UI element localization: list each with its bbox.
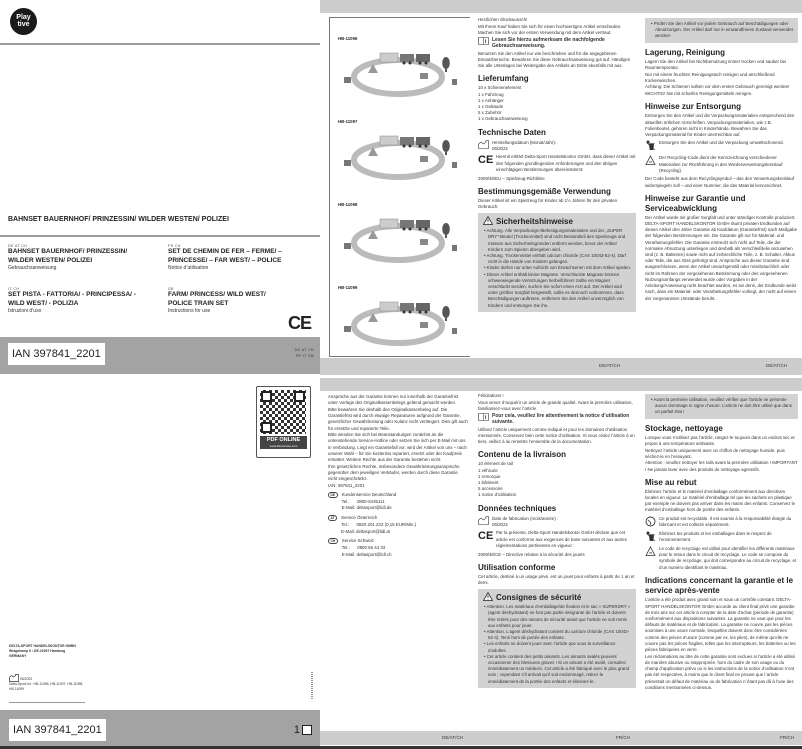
page-lang-label: DE/AT/CH xyxy=(599,363,621,368)
footer-band xyxy=(320,731,802,745)
divider xyxy=(0,235,320,237)
symbol-note xyxy=(645,155,798,174)
cover-page-top xyxy=(0,0,320,375)
contact-details xyxy=(341,515,416,535)
list-item: 1 x Anhänger xyxy=(478,97,504,103)
contact-name: Service Schweiz xyxy=(341,538,374,544)
paragraph: Bitte wenden Sie sich bei Beanstandungen zunächst an die untenstehende Service-Hotline oder setzen Sie sich per E-Mail mit uns in Verbindung. Liegt ein Garantiefall vor, wird der Artikel von uns – nach unserer Wahl – für Sie kostenlos repariert, ersetzt oder der Kaufpreis erstattet. Weitere Rechte aus der Garantie bestehen nicht. xyxy=(328,432,467,463)
section-heading: Contenu de la livraison xyxy=(478,450,567,460)
section-heading: Hinweise zur Garantie und Serviceabwicklung xyxy=(645,193,746,213)
list-item: 1 x Gebrauchsanweisung xyxy=(478,116,528,122)
column-de-2 xyxy=(645,15,798,302)
footer-band xyxy=(320,358,802,375)
section-heading: Indications concernant la garantie et le service après-vente xyxy=(645,576,794,596)
safety-item-text: Kinder dürfen nur unter Aufsicht von Erwachsenen mit dem Artikel spielen. xyxy=(486,265,631,271)
paragraph: Félicitations ! xyxy=(478,393,504,398)
country-codes: DE AT CH xyxy=(294,348,314,352)
triman-icon xyxy=(645,516,656,529)
factory-icon xyxy=(478,140,489,151)
column-fr-2 xyxy=(645,391,798,691)
cover-footer-band xyxy=(0,710,320,747)
svg-text:05: 05 xyxy=(649,160,653,165)
symbol-note xyxy=(645,546,798,571)
ian-number: IAN 397841_2201 xyxy=(8,343,105,365)
list-item: 1 x Fahrzeug xyxy=(478,91,504,97)
product-model-label: HB-11097 xyxy=(338,119,358,124)
safety-title-text: Consignes de sécurité xyxy=(496,593,582,603)
safety-item-text: Cet article contient des petits aimants. Les aimants avalés peuvent occasionner des blessures graves ! Si un aimant a été avalé, consultez immédiatement un médecin. Cet article a été fabriqué avec le plus grand soin ; cependant s’il arrivait qu’il soit endommagé, retirez-le immédiatement de la portée des enfants et éliminez-le. xyxy=(486,653,630,684)
paragraph: L’article a été produit avec grand soin et sous un contrôle constant. DELTA-SPORT HANDELSKONTOR GmbH accorde au client final privé une garantie de trois ans sur cet article à compter de la date d’achat (période de garantie) conformément aux dispositions suivantes. La garantie ne vaut que pour les défauts de matériaux et de fabrication. La garantie ne couvre pas les pièces soumises à une usure normale, lesquelles doivent donc être considérées comme des pièces d’usure (comme par ex. les piles), de même qu’elle ne couvre pas les pièces fragiles, telles que les interrupteurs, les batteries ou les pièces fabriquées en verre. xyxy=(645,597,796,652)
contents-list xyxy=(478,461,636,498)
column-de-1 xyxy=(478,17,636,312)
service-contact xyxy=(328,538,468,558)
header-band xyxy=(320,0,802,13)
qr-code-box[interactable] xyxy=(256,386,311,458)
note-text: Pour cela, veuillez lire attentivement la notice d’utilisation suivante. xyxy=(492,413,630,426)
symbol-text: Herstellungsdatum (Monat/Jahr): 06/2022 xyxy=(492,139,556,151)
paragraph: Utilisez l’article uniquement comme indiqué et pour les domaines d’utilisation mentionnés. Conservez bien cette notice d’utilisation. Si vous cédez l’article à un tiers, veillez à lui remettre l’ensemble de la documentation. xyxy=(478,426,635,445)
page-lang-label: FR/CH xyxy=(780,735,795,740)
paragraph: Lagern Sie den Artikel bei Nichtbenutzung immer trocken und sauber bei Raumtemperatur. xyxy=(645,58,787,70)
contact-details xyxy=(342,492,397,512)
section-heading: Lagerung, Reinigung xyxy=(645,47,725,57)
safety-item: • Kinder dürfen nur unter Aufsicht von Erwachsenen mit dem Artikel spielen. xyxy=(484,265,631,271)
symbol-text: Date de fabrication (mois/année) : 06/2022 xyxy=(492,515,559,527)
product-model-label: HB-11099 xyxy=(338,285,358,290)
paragraph: WICHTIG! Nie mit scharfen Reinigungsmitteln reinigen. xyxy=(645,91,753,97)
section-heading: Lieferumfang xyxy=(478,74,529,84)
read-instructions-note xyxy=(478,37,636,50)
paragraph: IAN: 397841_2201 xyxy=(328,482,365,488)
safety-box xyxy=(645,18,798,43)
list-item: 1 véhicule xyxy=(478,467,498,473)
list-item: 10 élément de rail xyxy=(478,461,513,467)
section-heading: Bestimmungsgemäße Verwendung xyxy=(478,186,611,196)
ian-number: IAN 397841_2201 xyxy=(9,719,106,741)
list-item: 1 x Gebäude xyxy=(478,103,504,109)
lang-subtitle: Gebrauchsanweisung xyxy=(8,265,57,271)
paragraph: Lorsque vous n’utilisez pas l’article, rangez-le toujours dans un endroit sec et propre à une température ambiante. xyxy=(645,434,795,446)
recycle-icon xyxy=(645,546,656,559)
info-icon xyxy=(478,37,489,50)
lang-title: SET PISTA - FATTORIA/ - PRINCIPESSA/ - WILD WEST/ - POLIZIA xyxy=(8,291,136,307)
contact-line: E-Mail: deltasport@lidl.ch xyxy=(341,551,392,557)
safety-title xyxy=(483,216,632,228)
train-set-image xyxy=(338,41,466,106)
product-model-label: HB-11098 xyxy=(338,202,358,207)
safety-item: • Avant la première utilisation, veuillez vérifier que l’article ne présente aucun dommage ni signe d’usure. L’article ne doit être utilisé que dans un parfait état ! xyxy=(651,397,792,415)
manufacture-date: 06/2022 xyxy=(20,677,33,681)
product-item xyxy=(338,119,466,189)
paragraph: Achtung: Die Schienen sollten vor dem ersten Gebrauch gereinigt werden! xyxy=(645,84,790,90)
page-lang-label: DE/AT/CH xyxy=(442,735,464,740)
country-codes: GB xyxy=(168,287,174,291)
bin-icon xyxy=(645,140,656,153)
product-overview-panel xyxy=(329,17,470,357)
symbol-note xyxy=(478,154,636,173)
symbol-text: Éliminez les produits et les emballages dans le respect de l’environnement. xyxy=(659,530,772,543)
paragraph: Nur mit einem feuchten Reinigungstuch reinigen und anschließend trockenwischen. xyxy=(645,71,775,83)
factory-icon xyxy=(478,516,489,527)
paragraph: Bitte bewahren Sie deshalb den Originalkassenbeleg auf. Die Garantiefrist wird durch etwaige Reparaturen aufgrund der Garantie, gesetzlicher Gewährleistung oder Kulanz nicht verlängert. Dies gilt auch für ersetzte und reparierte Teile. xyxy=(328,406,468,431)
safety-item: • Achtung. Alle Verpackungs-/Befestigungsmaterialien und der „SUPER DRY“-Beutel (Trockenmittel) sind nicht Bestandteil des Spielzeugs und müssen aus Sicherheitsgründen entfernt werden, bevor der Artikel Kindern zum Spielen übergeben wird. xyxy=(484,228,626,252)
symbol-note xyxy=(645,140,798,153)
ce-icon xyxy=(478,154,493,166)
symbol-note xyxy=(478,530,636,549)
page-lang-label: FR/CH xyxy=(616,735,631,740)
paragraph: Dieser Artikel ist ein Spielzeug für Kinder ab 1½ Jahren für den privaten Gebrauch. xyxy=(478,197,618,209)
section-heading: Technische Daten xyxy=(478,127,546,137)
paragraph: Mit Ihrem Kauf haben Sie sich für einen hochwertigen Artikel entschieden. Machen Sie sich vor der ersten Verwendung mit dem Artikel vertraut. xyxy=(478,23,622,35)
playtive-logo: Play tive xyxy=(10,8,37,35)
square-icon xyxy=(302,725,312,735)
symbol-note xyxy=(478,140,636,153)
ce-mark: CE xyxy=(288,313,312,333)
lang-block-fr xyxy=(168,244,298,272)
product-item xyxy=(338,36,466,106)
safety-item: • Les enfants ne doivent jouer avec l’article que sous la surveillance d’adultes. xyxy=(484,641,616,653)
symbol-text: Le code de recyclage est utilisé pour identifier les différents matériaux pour le retour dans le circuit de recyclage. Le code se compose du symbole de recyclage, qui doit correspondre au circuit de recyclage, et d’un numéro identifiant le matériau. xyxy=(659,546,797,570)
paragraph: Der Artikel wurde mit großer Sorgfalt und unter ständiger Kontrolle produziert. DELTA-SPORT HANDELSKONTOR GmbH räumt privaten Endkunden auf diesen Artikel drei Jahre Garantie ab Kaufdatum (Garantiefrist) nach Maßgabe der folgenden Bestimmungen ein. Die Garantie gilt nur für Material- und Verarbeitungsfehler. Die Garantie erstreckt sich nicht auf Teile, die der normalen Abnutzung unterliegen und deshalb als Verschleißteile anzusehen sind (z. B. Batterien) sowie nicht auf zerbrechliche Teile, z. B. Schalter, Akkus oder Teile, die aus Glas gefertigt sind. Ansprüche aus dieser Garantie sind ausgeschlossen, wenn der Artikel unsachgemäß oder missbräuchlich oder nicht im Rahmen der vorgesehenen Bestimmung oder des vorgesehenen Nutzungsumfangs verwendet wurde oder Vorgaben in der Anleitung/Anweisung nicht beachtet wurden, es sei denn, der Endkunde weist nach, dass ein Material- oder Verarbeitungsfehler vorliegt, der nicht auf einem der vorgenannten Umstände beruht. xyxy=(645,214,798,301)
safety-box xyxy=(478,589,636,688)
pdf-online-badge xyxy=(260,436,307,449)
lang-subtitle: Instructions for use xyxy=(168,308,211,314)
paragraph: Les réclamations au titre de cette garantie sont exclues si l’article a été utilisé de manière abusive ou inappropriée, hors du cadre de son usage ou du champ d’application prévu ou si les instructions de la notice d’utilisation n’ont pas été respectées, à moins que le client final ne prouve que l´article présentait un défaut de matériau ou de fabrication n´étant pas dû à l’une des conditions mentionnées ci-dessus. xyxy=(645,653,796,690)
lang-title: SET DE CHEMIN DE FER – FERME/ – PRINCESSE/ – FAR WEST/ – POLICE xyxy=(168,248,282,264)
paragraph: Entsorgen Sie den Artikel und die Verpackungsmaterialien entsprechend den aktuellen örtlichen Vorschriften. Verpackungsmaterialien, wie z.B. Folienbeutel, gehören nicht in Kinderhände. Bewahren Sie das Verpackungsmaterial für Kinder unerreichbar auf. xyxy=(645,113,795,137)
safety-box xyxy=(645,394,798,419)
svg-text:CE: CE xyxy=(478,530,493,541)
paragraph: Der Code besteht aus dem Recyclingsymbol – das den Verwertungskreislauf widerspiegeln soll – und einer Nummer, die das Material kennzeichnet. xyxy=(645,176,795,188)
safety-item: • Dieser Artikel enthält kleine Magnete. Verschluckte Magnete können schwerwiegende Verletzungen herbeiführen! Sollte ein Magnet verschluckt werden, suchen Sie sofort einen Arzt auf. Der Artikel wird unter größter Sorgfalt hergestellt, sollte es dennoch vorkommen, dass Beschädigungen auftreten, entfernen Sie den Artikel unverzüglich von Kindern und entsorgen Sie ihn. xyxy=(484,271,624,308)
safety-title-text: Sicherheitshinweise xyxy=(496,217,573,227)
section-heading: Stockage, nettoyage xyxy=(645,423,723,433)
cover-footer-band xyxy=(0,337,320,374)
safety-item: • Attention. Les matériaux d’emballage/de fixation et le sac « SUPERDRY » (agent déshydratant) ne font pas partie intégrante de l’article et doivent être retirés pour des raisons de sécurité avant que l’article ne soit remis aux enfants pour jouer. xyxy=(484,604,631,628)
ce-icon xyxy=(478,530,493,542)
symbol-text: Hiermit erklärt Delta-Sport Handelskontor GmbH, dass dieser Artikel mit den folgenden grundlegenden Anforderungen und den übrigen einschlägigen Bestimmungen übereinstimmt: xyxy=(496,154,636,172)
page-lang-label: DE/AT/CH xyxy=(766,363,788,368)
safety-item: • Prüfen Sie den Artikel vor jedem Gebrauch auf Beschädigungen oder Abnutzungen. Der Artikel darf nur in einwandfreiem Zustand verwendet werden! xyxy=(651,21,793,39)
safety-box xyxy=(478,213,636,312)
paragraph: Ansprüche aus der Garantie können nur innerhalb der Garantiefrist unter Vorlage des Originalkassenbelegs geltend gemacht werden. xyxy=(328,394,459,406)
paragraph: 2009/48/EU – Spielzeug-Richtlinie xyxy=(478,175,545,181)
list-item: 5 x Zubehör xyxy=(478,110,502,116)
contact-details xyxy=(342,538,392,558)
paragraph: Attention : veuillez nettoyer les rails avant la première utilisation ! IMPORTANT ! Ne jamais laver avec des produits de nettoyage agressifs. xyxy=(645,460,798,472)
safety-item: • Attention. L’agent déshydratant contient du calcium chloride (CAS 10043-52-4). Tenir hors de portée des enfants. xyxy=(484,628,630,641)
symbol-text: Entsorgen Sie den Artikel und die Verpackung umweltschonend. xyxy=(659,140,784,146)
safety-item-text: Achtung. Alle Verpackungs-/Befestigungsmaterialien und der „SUPER DRY“-Beutel (Trockenmittel) sind nicht Bestandteil des Spielzeugs und müssen aus Sicherheitsgründen entfernt werden, bevor der Artikel Kindern zum Spielen übergeben wird. xyxy=(486,228,626,252)
svg-text:i: i xyxy=(485,415,487,422)
section-heading: Hinweise zur Entsorgung xyxy=(645,102,742,112)
contact-line: E-Mail: deltasport@lidl.de xyxy=(341,505,392,511)
list-item: 1 notice d’utilisation xyxy=(478,492,517,498)
address-line: DELTA-SPORT HANDELSKONTOR GMBH xyxy=(9,644,76,648)
lang-block-gb xyxy=(168,287,283,315)
safety-item-text: Avant la première utilisation, veuillez vérifier que l’article ne présente aucun dommage ni signe d’usure. L’article ne doit être utilisé que dans un parfait état ! xyxy=(653,397,792,415)
paragraph: Éliminez l’article et le matériel d’emballage conformément aux directives locales en vigueur. Le matériel d’emballage tel que les sachets en plastique par exemple ne doivent pas arriver dans les mains des enfants. Conservez le matériel d’emballage hors de portée des enfants. xyxy=(645,488,796,513)
lang-subtitle: Istruzioni d’uso xyxy=(8,308,42,314)
bin-icon xyxy=(645,531,656,544)
svg-text:05: 05 xyxy=(649,551,653,556)
page-number-text: 1 xyxy=(293,724,300,736)
divider xyxy=(0,43,320,45)
safety-item-text: Attention. Les matériaux d’emballage/de fixation et le sac « SUPERDRY » (agent déshydratant) ne font pas partie intégrante de l’article et doivent être retirés pour des raisons de sécurité avant que l’article ne soit remis aux enfants pour jouer. xyxy=(486,604,631,628)
address-line: Wragekamp 6 • DE-22397 Hamburg xyxy=(9,649,66,653)
paragraph: Benutzen Sie den Artikel nur wie beschrieben und für die angegebenen Einsatzbereiche. Bewahren Sie diese Gebrauchsanweisung gut auf. Händigen Sie alle Unterlagen bei Weitergabe des Artikels an Dritte ebenfalls mit aus. xyxy=(478,50,631,69)
section-heading: Mise au rebut xyxy=(645,477,697,487)
cover-page-back xyxy=(0,378,320,749)
section-heading: Utilisation conforme xyxy=(478,562,556,572)
lang-title: FARM/ PRINCESS/ WILD WEST/ POLICE TRAIN SET xyxy=(168,291,266,307)
symbol-note xyxy=(645,516,798,529)
list-item: 10 x Schienenelement xyxy=(478,85,522,91)
column-de-3 xyxy=(328,394,468,561)
safety-item-text: Achtung. Trockenmittel enthält calcium chloride (CAS 10043-52-4). Darf nicht in die Hände von Kindern gelangen. xyxy=(486,252,626,265)
recycle-icon xyxy=(645,155,656,168)
contact-line: Tel.: 0820 201 222 (0,15 EUR/Min.) xyxy=(341,521,417,527)
info-icon xyxy=(478,413,489,426)
contents-list xyxy=(478,85,636,122)
country-flag-badge: CH xyxy=(328,538,338,544)
country-flag-badge: DE xyxy=(328,492,338,498)
symbol-text: Par la présente, Delta-Sport Handelskontor GmbH déclare que cet article est conforme aux exigences de base suivantes et aux autres réglementations pertinentes en vigueur : xyxy=(496,530,627,548)
paragraph: Herzlichen Glückwunsch! xyxy=(478,17,528,22)
symbol-text: Der Recycling-Code dient der Kennzeichnung verschiedener Materialien zur Rückführung in den Wiederverwertungskreislauf (Recycling). xyxy=(659,155,783,173)
safety-item-text: Dieser Artikel enthält kleine Magnete. Verschluckte Magnete können schwerwiegende Verletzungen herbeiführen! Sollte ein Magnet verschluckt werden, suchen Sie sofort einen Arzt auf. Der Artikel wird unter größter Sorgfalt hergestellt, sollte es dennoch vorkommen, dass Beschädigungen auftreten, entfernen Sie den Artikel unverzüglich von Kindern und entsorgen Sie ihn. xyxy=(486,271,624,308)
country-codes: DE AT CH xyxy=(8,244,28,248)
qr-code-icon xyxy=(260,390,306,434)
symbol-note xyxy=(478,516,636,529)
lang-block-it xyxy=(8,287,138,315)
country-codes: FR CH xyxy=(168,244,181,248)
lang-block-de xyxy=(8,244,138,272)
symbol-text: Ce produit est recyclable. Il est soumis à la responsabilité élargie du fabricant et est collecté séparément. xyxy=(659,515,792,527)
train-set-image xyxy=(338,124,466,189)
note-text: Lesen Sie hierzu aufmerksam die nachfolgende Gebrauchsanweisung. xyxy=(492,37,605,50)
service-contact xyxy=(328,492,468,512)
paragraph: Vous venez d’acquérir un article de grande qualité. Avant la première utilisation, familiarisez-vous avec l’article. xyxy=(478,399,633,411)
list-item: 5 accessoire xyxy=(478,486,503,492)
paragraph: Ihre gesetzlichen Rechte, insbesondere Gewährleistungsansprüche gegenüber dem jeweiligen Verkäufer, werden durch diese Garantie nicht eingeschränkt. xyxy=(328,463,460,482)
manufacture-info xyxy=(9,674,85,692)
country-flag-badge: AT xyxy=(328,515,337,521)
column-fr-1 xyxy=(478,393,636,688)
contact-line: Tel.: 0800 56 44 33 xyxy=(341,544,386,550)
list-item: 1 remorque xyxy=(478,473,501,479)
cover-title: BAHNSET BAUERNHOF/ PRINZESSIN/ WILDER WESTEN/ POLIZEI xyxy=(8,216,229,223)
product-model-label: HB-11096 xyxy=(338,36,358,41)
service-contact xyxy=(328,515,468,535)
paragraph: 2009/48/CE – Directive relative à la sécurité des jouets xyxy=(478,551,585,557)
list-item: 1 bâtiment xyxy=(478,479,499,485)
product-item xyxy=(338,285,466,355)
country-codes: FR IT GB xyxy=(295,354,314,358)
safety-item-text: Les enfants ne doivent jouer avec l’article que sous la surveillance d’adultes. xyxy=(486,641,616,653)
warn-icon xyxy=(483,592,493,604)
print-code xyxy=(311,672,313,700)
train-set-image xyxy=(338,207,466,272)
company-address xyxy=(9,644,76,659)
read-instructions-note xyxy=(478,413,636,426)
header-band xyxy=(320,378,802,391)
divider xyxy=(9,702,85,703)
warn-icon xyxy=(483,216,493,228)
factory-icon xyxy=(9,674,19,682)
country-codes: IT CH xyxy=(8,287,20,291)
svg-text:i: i xyxy=(485,39,487,46)
address-line: GERMANY xyxy=(9,654,27,658)
safety-item-text: Attention. L’agent déshydratant contient du calcium chloride (CAS 10043-52-4). Tenir hors de portée des enfants. xyxy=(486,628,630,641)
safety-item: • Achtung. Trockenmittel enthält calcium chloride (CAS 10043-52-4). Darf nicht in die Hände von Kindern gelangen. xyxy=(484,252,626,265)
product-item xyxy=(338,202,466,272)
lang-title: BAHNSET BAUERNHOF/ PRINZESSIN/ WILDER WESTEN/ POLIZEI xyxy=(8,248,128,264)
section-heading: Données techniques xyxy=(478,503,557,513)
safety-item: • Cet article contient des petits aimants. Les aimants avalés peuvent occasionner des blessures graves ! Si un aimant a été avalé, consultez immédiatement un médecin. Cet article a été fabriqué avec le plus grand soin ; cependant s’il arrivait qu’il soit endommagé, retirez-le immédiatement de la portée des enfants et éliminez-le. xyxy=(484,653,630,684)
safety-title xyxy=(483,592,632,604)
paragraph: Nettoyez l’article uniquement avec un chiffon de nettoyage humide, puis séchez-le en l’essuyant. xyxy=(645,447,785,459)
pdf-online-label: PDF ONLINE xyxy=(266,437,301,443)
safety-item-text: Prüfen Sie den Artikel vor jedem Gebrauch auf Beschädigungen oder Abnutzungen. Der Artikel darf nur in einwandfreiem Zustand verwendet werden! xyxy=(653,21,793,39)
paragraph: Cet article, destiné à un usage privé, est un jouet pour enfants à partir de 1 an et demi. xyxy=(478,573,635,585)
lang-subtitle: Notice d’utilisation xyxy=(168,265,209,271)
train-set-image xyxy=(338,290,466,355)
contact-line: Tel.: 0800-5435111 xyxy=(341,498,385,504)
pdf-online-url: www.lidl-service.com xyxy=(269,444,298,448)
symbol-note xyxy=(645,531,798,544)
contact-name: Kundenservice Deutschland xyxy=(341,492,397,498)
svg-text:CE: CE xyxy=(478,154,493,165)
model-numbers: Delta-Sport-Nr.: HB-11096, HB-11097, HB-11098, HB-11099 xyxy=(9,682,84,691)
contact-name: Service Österreich xyxy=(341,515,378,521)
page-number xyxy=(294,724,312,736)
contact-line: E-Mail: deltasport@lidl.at xyxy=(341,528,391,534)
